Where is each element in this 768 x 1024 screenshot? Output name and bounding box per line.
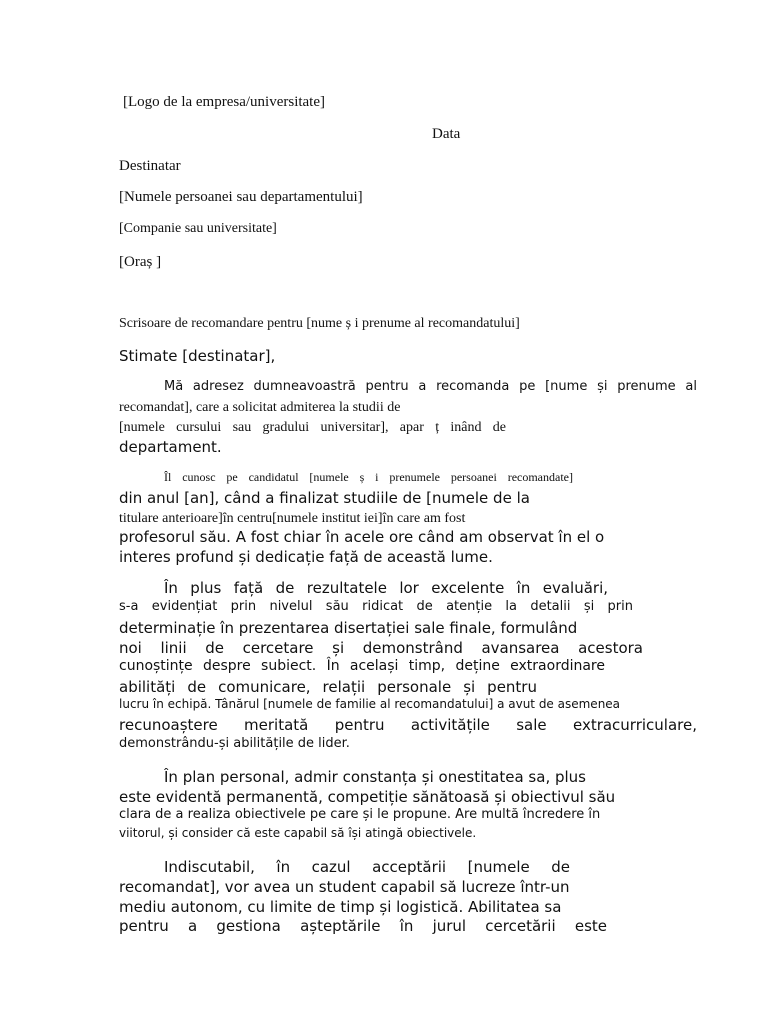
paragraph-3-line-7: lucru în echipă. Tânărul [numele de familie al recomandatului] a avut de asemenea	[119, 697, 621, 711]
paragraph-4-line-3: clara de a realiza obiectivele pe care și le propune. Are multă încredere în	[119, 807, 601, 822]
recipient-name: [Numele persoanei sau departamentului]	[119, 189, 363, 205]
letter-subject: Scrisoare de recomandare pentru [nume ș i prenume al recomandatului]	[119, 316, 520, 331]
paragraph-3-line-6: abilități de comunicare, relații personale și pentru	[119, 678, 537, 696]
paragraph-1-line-1: Mă adresez dumneavoastră pentru a recomanda pe [nume și prenume al	[164, 379, 697, 394]
salutation: Stimate [destinatar],	[119, 347, 276, 365]
paragraph-1-line-2: recomandat], care a solicitat admiterea la studii de	[119, 400, 401, 415]
paragraph-2-line-3: titulare anterioare]în centru[numele institut iei]în care am fost	[119, 511, 466, 526]
paragraph-4-line-2: este evidentă permanentă, competiție sănătoasă și obiectivul său	[119, 788, 616, 806]
recipient-label: Destinatar	[119, 158, 181, 174]
paragraph-4-line-1: În plan personal, admir constanța și onestitatea sa, plus	[164, 768, 586, 786]
paragraph-3-line-1: În plus față de rezultatele lor excelente în evaluări,	[164, 579, 608, 597]
paragraph-3-line-4: noi linii de cercetare și demonstrând avansarea acestora	[119, 639, 643, 657]
paragraph-3-line-5: cunoștințe despre subiect. În același timp, deține extraordinare	[119, 658, 605, 674]
paragraph-3-line-2: s-a evidențiat prin nivelul său ridicat de atenție la detalii și prin	[119, 599, 633, 614]
paragraph-5-line-1: Indiscutabil, în cazul acceptării [numele de	[164, 858, 570, 876]
paragraph-5-line-4: pentru a gestiona așteptările în jurul cercetării este	[119, 917, 607, 935]
paragraph-1-line-3: [numele cursului sau gradului universitar], apar ț inând de	[119, 420, 506, 435]
recipient-city: [Oraș ]	[119, 254, 162, 270]
paragraph-2-line-1: Îl cunosc pe candidatul [numele ș i prenumele persoanei recomandate]	[164, 470, 573, 484]
paragraph-2-line-2: din anul [an], când a finalizat studiile de [numele de la	[119, 489, 530, 507]
logo-placeholder: [Logo de la empresa/universitate]	[123, 94, 326, 110]
paragraph-3-line-3: determinație în prezentarea disertației sale finale, formulând	[119, 619, 578, 637]
recipient-company: [Companie sau universitate]	[119, 221, 277, 236]
paragraph-5-line-3: mediu autonom, cu limite de timp și logistică. Abilitatea sa	[119, 898, 562, 916]
paragraph-2-line-4: profesorul său. A fost chiar în acele ore când am observat în el o	[119, 528, 605, 546]
paragraph-2-line-5: interes profund și dedicație față de această lume.	[119, 548, 493, 566]
paragraph-5-line-2: recomandat], vor avea un student capabil să lucreze într-un	[119, 878, 570, 896]
date-label: Data	[432, 126, 461, 142]
paragraph-4-line-4: viitorul, și consider că este capabil să își atingă obiectivele.	[119, 826, 477, 840]
paragraph-3-line-8: recunoaștere meritată pentru activitățile sale extracurriculare,	[119, 716, 697, 734]
paragraph-1-line-4: departament.	[119, 438, 222, 456]
paragraph-3-line-9: demonstrându-și abilitățile de lider.	[119, 736, 350, 751]
